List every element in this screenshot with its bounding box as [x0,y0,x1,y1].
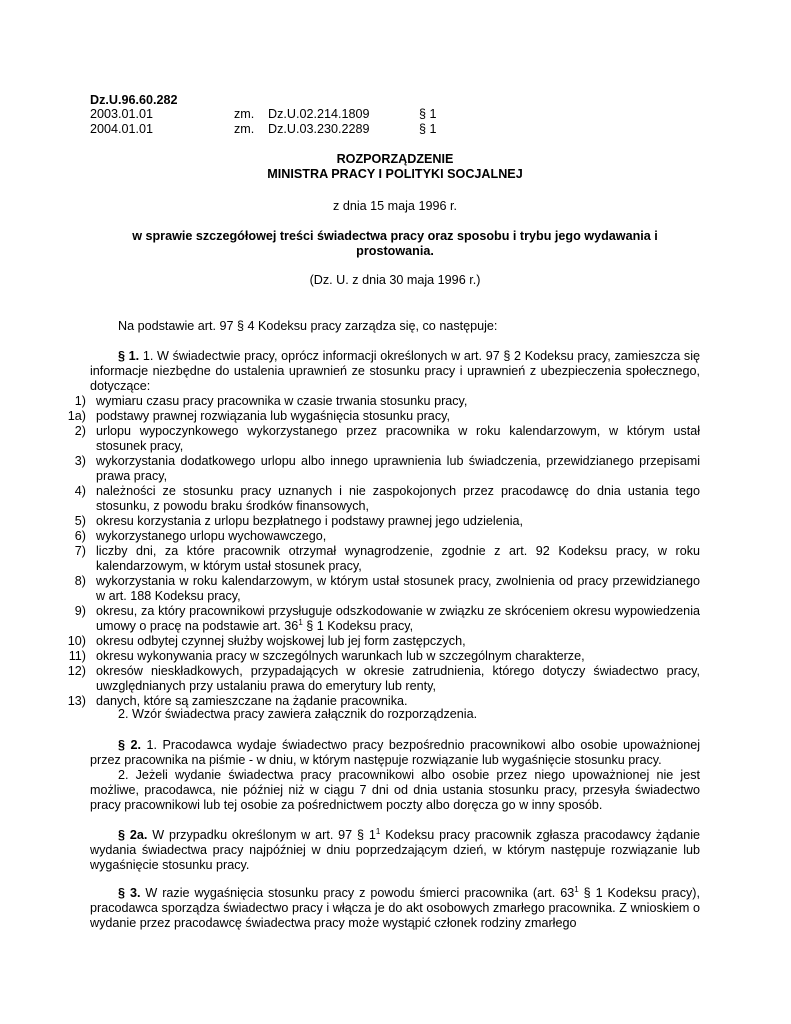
list-item-text: należności ze stosunku pracy uznanych i nie zaspokojonych przez pracodawcę do dnia ustania tego stosunku, z powodu braku środków finansowych, [96,484,700,513]
preamble: Na podstawie art. 97 § 4 Kodeksu pracy zarządza się, co następuje: [118,319,498,333]
list-item-number: 2) [74,424,86,438]
section-2-text: 1. Pracodawca wydaje świadectwo pracy bezpośrednio pracownikowi albo osobie upoważnionej przez pracownika na piśmie - w dniu, w którym następuje rozwiązanie lub wygaśnięcie stosunku pracy. [90,738,700,767]
list-item-number: 8) [74,574,86,588]
section-1-point-2: 2. Wzór świadectwa pracy zawiera załącznik do rozporządzenia. [118,707,478,721]
section-2-text: 2. Jeżeli wydanie świadectwa pracy pracownikowi albo osobie przez niego upoważnionej nie jest możliwe, pracodawca, nie później niż w ciągu 7 dni od dnia ustania stosunku pracy, przesyła świadectwo pracy pracownikowi lub tej osobie za pośrednictwem poczty albo doręcza go w inny sposób. [90,768,700,812]
list-item [60,649,700,664]
title-subject: w sprawie szczegółowej treści świadectwa pracy oraz sposobu i trybu jego wydawania i prostowania. [132,229,658,258]
section-2-p2 [90,768,700,813]
list-item-number: 6) [74,529,86,543]
list-item [60,574,700,604]
list-item [60,604,700,634]
section-2a [90,828,700,873]
section-3-text: § 1 Kodeksu pracy), pracodawca sporządza świadectwo pracy i włącza je do akt osobowych zmarłego pracownika. Z wnioskiem o wydanie przez pracodawcę świadectwa pracy może wystąpić członek rodziny zmarłego [90,886,700,930]
section-2a-text: Kodeksu pracy pracownik zgłasza pracodawcy żądanie wydania świadectwa pracy najpóźniej w dniu poprzedzającym dzień, w którym następuje rozwiązanie lub wygaśnięcie stosunku pracy. [90,828,701,872]
list-item-text: wykorzystanego urlopu wychowawczego, [96,529,327,543]
superscript: 1 [298,617,303,627]
list-item [60,394,700,409]
list-item [60,529,700,544]
section-2-label: § 2. [118,738,142,752]
amendment-ref: Dz.U.02.214.1809 [268,107,370,121]
list-item [60,544,700,574]
list-item-text: okresu, za który pracownikowi przysługuje odszkodowanie w związku ze skróceniem okresu wypowiedzenia umowy o pracę na podstawie art. 36 [96,604,700,633]
list-item-number: 3) [74,454,86,468]
section-1-label: § 1. [118,349,140,363]
list-item-number: 1) [74,394,86,408]
list-item [60,454,700,484]
list-item [60,484,700,514]
section-1-text: 1. W świadectwie pracy, oprócz informacji określonych w art. 97 § 2 Kodeksu pracy, zamieszcza się informacje niezbędne do ustalenia uprawnień ze stosunku pracy i uprawnień z ubezpieczenia społecznego, dotyczące: [90,349,700,393]
title-date: z dnia 15 maja 1996 r. [333,199,457,213]
list-item-text: wykorzystania w roku kalendarzowym, w którym ustał stosunek pracy, zwolnienia od pracy przewidzianego w art. 188 Kodeksu pracy, [96,574,700,603]
list-item-text: urlopu wypoczynkowego wykorzystanego przez pracownika w roku kalendarzowym, w którym ustał stosunek pracy, [96,424,700,453]
list-item [60,664,700,694]
list-item [60,409,700,424]
list-item-number: 5) [74,514,86,528]
list-item [60,514,700,529]
section-1-intro [90,349,700,394]
title-line-2: MINISTRA PRACY I POLITYKI SOCJALNEJ [267,167,523,181]
publication-ref: (Dz. U. z dnia 30 maja 1996 r.) [309,273,481,287]
section-1-list [60,394,700,709]
list-item-text: okresu odbytej czynnej służby wojskowej lub jej form zastępczych, [96,634,466,648]
list-item-number: 7) [74,544,86,558]
list-item-text: okresu korzystania z urlopu bezpłatnego i podstawy prawnej jego udzielenia, [96,514,524,528]
superscript: 1 [574,884,579,894]
list-item-text: wykorzystania dodatkowego urlopu albo innego uprawnienia lub świadczenia, przewidzianego przepisami prawa pracy, [96,454,700,483]
doc-id: Dz.U.96.60.282 [90,93,178,107]
section-2-p1 [90,738,700,768]
amendment-date: 2003.01.01 [90,107,154,121]
list-item-number: 9) [74,604,86,618]
list-item [60,424,700,454]
title-line-1: ROZPORZĄDZENIE [336,152,454,166]
list-item-number: 11) [68,649,86,663]
list-item-number: 4) [74,484,86,498]
amendment-section: § 1 [419,107,437,121]
amendment-type: zm. [234,107,255,121]
list-item-text: § 1 Kodeksu pracy, [302,619,414,633]
amendment-type: zm. [234,122,255,136]
section-3-label: § 3. [118,886,141,900]
amendment-section: § 1 [419,122,437,136]
list-item-number: 13) [67,694,86,708]
section-3-text: W razie wygaśnięcia stosunku pracy z powodu śmierci pracownika (art. 63 [140,886,575,900]
list-item-number: 12) [67,664,86,678]
amendment-ref: Dz.U.03.230.2289 [268,122,370,136]
section-2a-label: § 2a. [118,828,148,842]
list-item-text: danych, które są zamieszczane na żądanie pracownika. [96,694,408,708]
list-item-text: okresów nieskładkowych, przypadających w okresie zatrudnienia, którego dotyczy świadectwo pracy, uwzględnianych przy ustalaniu prawa do emerytury lub renty, [96,664,700,693]
section-2a-text: W przypadku określonym w art. 97 § 1 [147,828,376,842]
list-item-text: okresu wykonywania pracy w szczególnych warunkach lub w szczególnym charakterze, [96,649,585,663]
list-item-text: podstawy prawnej rozwiązania lub wygaśnięcia stosunku pracy, [96,409,450,423]
list-item [60,634,700,649]
list-item-text: liczby dni, za które pracownik otrzymał wynagrodzenie, zgodnie z art. 92 Kodeksu pracy, w roku kalendarzowym, w którym ustał stosunek pracy, [96,544,700,573]
section-3 [90,886,700,931]
superscript: 1 [375,826,381,836]
list-item-text: wymiaru czasu pracy pracownika w czasie trwania stosunku pracy, [96,394,468,408]
list-item-number: 10) [67,634,86,648]
list-item-number: 1a) [67,409,86,423]
amendment-date: 2004.01.01 [90,122,154,136]
